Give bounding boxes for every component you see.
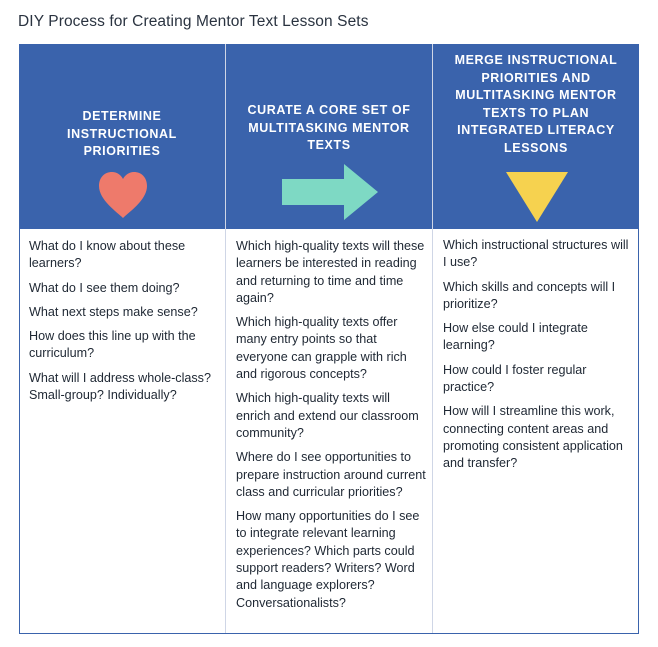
- table-body-row: [19, 228, 639, 634]
- question-list: [443, 237, 633, 480]
- header-cell-merge-and-plan: [433, 44, 639, 228]
- column-divider: [432, 44, 433, 634]
- question-list: [236, 238, 426, 619]
- heart-icon: [97, 170, 149, 220]
- arrow-right-icon: [282, 164, 378, 220]
- question-item: How else could I integrate learning?: [443, 321, 588, 353]
- question-item: How many opportunities do I see to integrate relevant learning experiences? Which parts could support readers? Writers? Word and language explorers? Conversationalists?: [236, 509, 420, 610]
- header-cell-determine-priorities: [19, 44, 225, 228]
- question-list: [29, 238, 219, 411]
- question-item: How could I foster regular practice?: [443, 362, 587, 395]
- questions-cell-merge-and-plan: [433, 229, 639, 634]
- question-item: Which high-quality texts offer many entry points so that everyone can grapple with rich and rigorous concepts?: [236, 315, 407, 382]
- question-item: Which high-quality texts will these learners be interested in reading and returning to time and time again?: [236, 239, 425, 305]
- column-divider: [225, 44, 226, 634]
- process-table: [19, 44, 639, 634]
- question-item: How will I streamline this work, connecting content areas and promoting consistent application and transfer?: [443, 404, 623, 471]
- table-header-row: [19, 44, 639, 228]
- column-heading: MERGE INSTRUCTIONAL PRIORITIES AND MULTITASKING MENTOR TEXTS TO PLAN INTEGRATED LITERACY LESSONS: [454, 53, 618, 155]
- question-item: Where do I see opportunities to prepare instruction around current class and curricular priorities?: [236, 450, 426, 499]
- questions-cell-determine-priorities: [19, 229, 225, 634]
- question-item: What do I see them doing?: [29, 280, 180, 295]
- question-item: What do I know about these learners?: [29, 239, 186, 271]
- question-item: How does this line up with the curriculum?: [29, 329, 196, 361]
- question-item: Which instructional structures will I use?: [443, 238, 629, 270]
- question-item: Which skills and concepts will I prioritize?: [443, 279, 616, 311]
- question-item: Which high-quality texts will enrich and extend our classroom community?: [236, 391, 419, 440]
- triangle-down-icon: [506, 172, 568, 222]
- question-item: What next steps make sense?: [29, 304, 198, 319]
- column-heading: DETERMINE INSTRUCTIONAL PRIORITIES: [67, 109, 177, 158]
- column-heading: CURATE A CORE SET OF MULTITASKING MENTOR TEXTS: [247, 103, 411, 152]
- page-title: DIY Process for Creating Mentor Text Lesson Sets: [18, 13, 369, 30]
- question-item: What will I address whole-class? Small-group? Individually?: [29, 370, 211, 403]
- questions-cell-curate-texts: [226, 229, 432, 634]
- header-cell-curate-texts: [226, 44, 432, 228]
